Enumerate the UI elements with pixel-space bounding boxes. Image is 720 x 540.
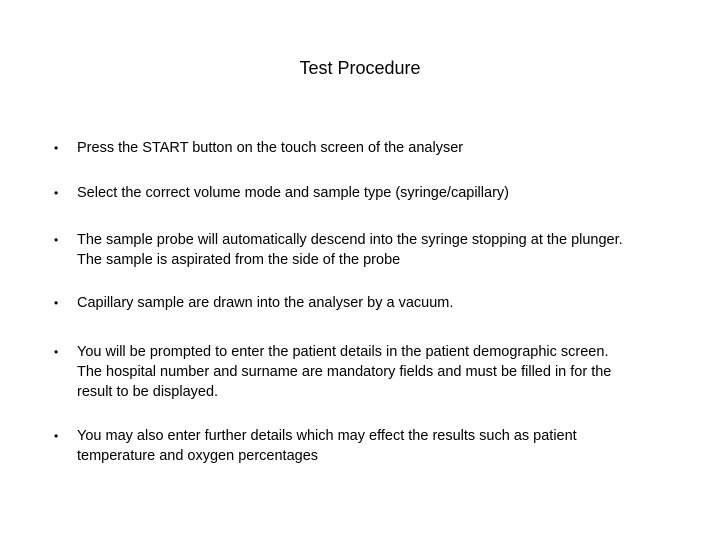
list-item-line: The hospital number and surname are mandatory fields and must be filled in for the: [77, 364, 612, 380]
list-item-line: temperature and oxygen percentages: [77, 448, 319, 464]
list-item-line: Press the START button on the touch screen of the analyser: [77, 140, 464, 156]
list-item-line: Select the correct volume mode and sample type (syringe/capillary): [77, 185, 509, 201]
list-item-line: The sample is aspirated from the side of the probe: [77, 252, 401, 268]
bullet-icon: •: [54, 186, 59, 200]
bullet-icon: •: [54, 345, 59, 359]
list-item-line: The sample probe will automatically descend into the syringe stopping at the plunger.: [77, 232, 623, 248]
list-item-text: [77, 342, 692, 402]
list-item-line: You may also enter further details which may effect the results such as patient: [77, 428, 577, 444]
list-item-line: You will be prompted to enter the patient details in the patient demographic screen.: [77, 344, 609, 360]
bullet-icon: •: [54, 233, 59, 247]
bullet-icon: •: [54, 429, 59, 443]
bullet-icon: •: [54, 296, 59, 310]
list-item-line: Capillary sample are drawn into the analyser by a vacuum.: [77, 295, 454, 311]
page-title: Test Procedure: [299, 58, 421, 78]
list-item-line: result to be displayed.: [77, 384, 219, 400]
bullet-icon: •: [54, 141, 59, 155]
list-item-text: [77, 138, 692, 158]
list-item-text: [77, 230, 692, 270]
list-item-text: [77, 293, 692, 313]
list-item-text: [77, 426, 692, 466]
list-item-text: [77, 183, 692, 203]
